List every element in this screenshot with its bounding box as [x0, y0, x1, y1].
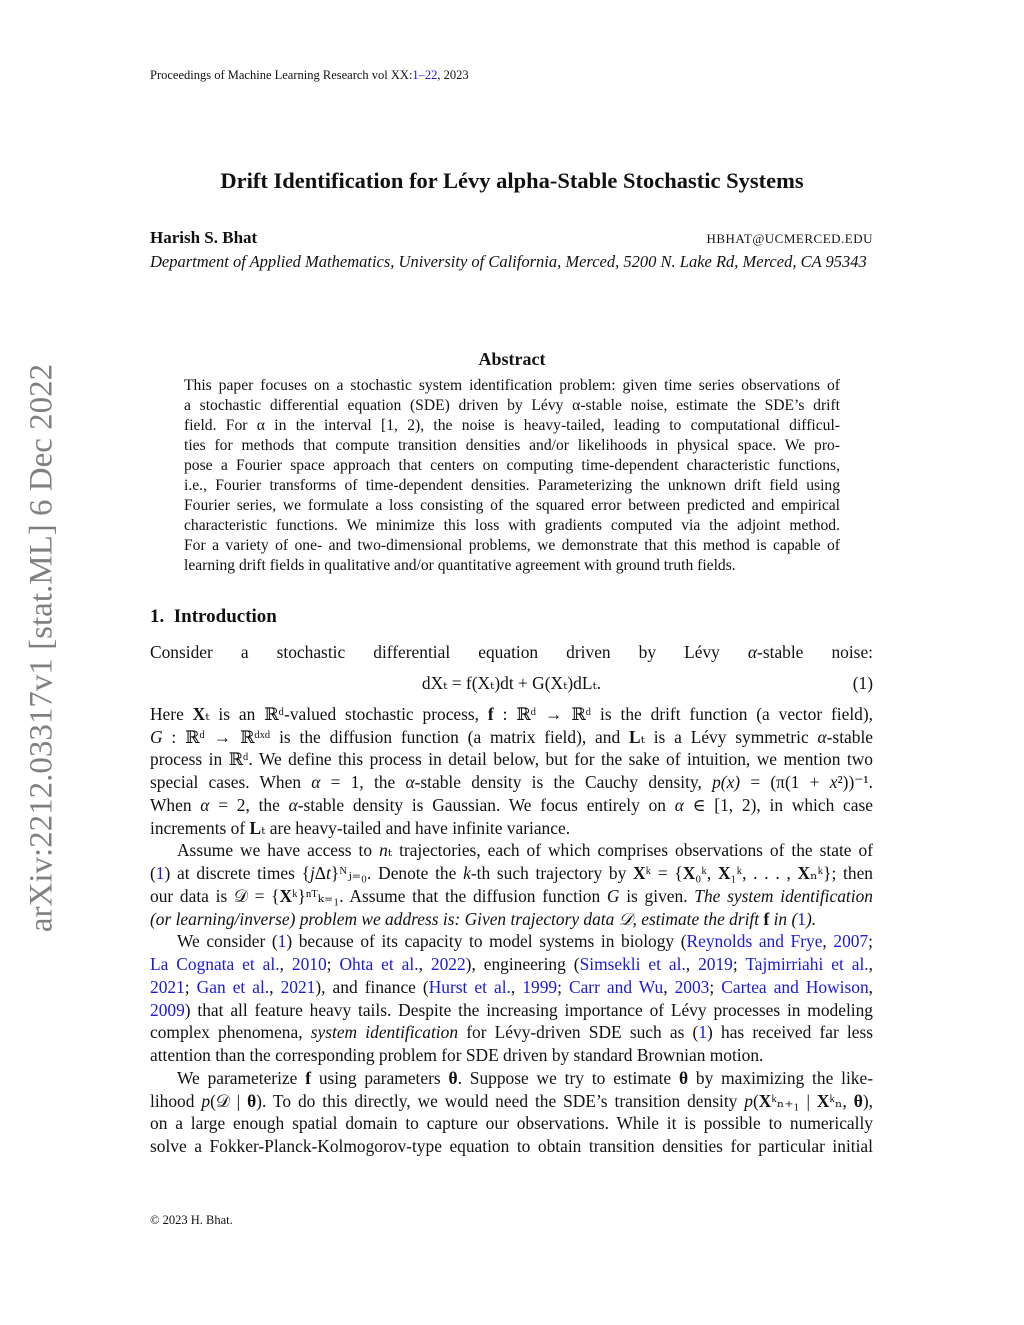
- text-span: ,: [510, 976, 523, 997]
- body-line: [150, 1067, 873, 1090]
- text-span: -stable density is Gaussian. We focus entirely on: [297, 794, 675, 815]
- text-span: x: [829, 772, 838, 792]
- body-line: [150, 1044, 873, 1067]
- text-span: k: [463, 863, 471, 883]
- body-line: [150, 1021, 873, 1044]
- citation-link[interactable]: Hurst et al.: [428, 976, 511, 997]
- body-line: [150, 999, 873, 1022]
- body-line: [150, 771, 873, 794]
- text-span: f: [763, 908, 770, 929]
- text-span: using parameters: [311, 1067, 449, 1088]
- text-span: α: [311, 772, 321, 792]
- abstract-line: For a variety of one- and two-dimensional problems, we demonstrate that this method is capable of: [184, 537, 840, 555]
- citation-link[interactable]: 1: [698, 1022, 708, 1043]
- page-range-link[interactable]: 1–22: [412, 68, 438, 82]
- body-line: [150, 885, 873, 908]
- citation-link[interactable]: 2021: [280, 976, 316, 997]
- text-span: p: [744, 1090, 753, 1111]
- text-span: ) that all feature heavy tails. Despite the increasing importance of Lévy processes in modeling: [184, 999, 873, 1020]
- text-span: ᵏ}ⁿᵀₖ₌₁. Assume that the diffusion function: [292, 885, 607, 906]
- author-affiliation: Department of Applied Mathematics, University of California, Merced, 5200 N. Lake Rd, Merced, CA 95343: [150, 252, 867, 271]
- citation-link[interactable]: 2010: [291, 954, 327, 974]
- text-span: = (π(1 +: [740, 772, 830, 792]
- text-span: Δ: [314, 863, 326, 883]
- body-line: [150, 817, 873, 840]
- text-span: ;: [868, 931, 873, 952]
- citation-link[interactable]: Tajmirriahi et al.: [745, 954, 869, 974]
- abstract-line: Fourier series, we formulate a loss consisting of the squared error between predicted and empirical: [184, 497, 840, 515]
- text-span: increments of: [150, 817, 250, 838]
- text-span: Consider a stochastic differential equation driven by Lévy: [150, 642, 748, 662]
- text-span: θ: [678, 1067, 689, 1088]
- abstract-line: i.e., Fourier transforms of time-dependent densities. Parameterizing the unknown drift field using: [184, 477, 840, 495]
- body-line: [150, 1112, 873, 1135]
- author-email: HBHAT@UCMERCED.EDU: [706, 231, 873, 246]
- text-span: θ: [247, 1090, 257, 1111]
- citation-link[interactable]: 1: [797, 908, 806, 929]
- citation-link[interactable]: Reynolds and Frye: [686, 931, 823, 952]
- text-span: ;: [709, 976, 722, 997]
- text-span: ), and finance (: [315, 976, 429, 997]
- abstract-line: characteristic functions. We minimize this loss with gradients computed via the adjoint method.: [184, 517, 840, 535]
- text-span: ,: [663, 976, 675, 997]
- text-span: ᵏ = {: [645, 863, 683, 883]
- text-span: p(x): [712, 772, 741, 792]
- citation-link[interactable]: 2021: [150, 976, 185, 997]
- text-span: X: [717, 863, 731, 883]
- text-span: ₜ are heavy-tailed and have infinite variance.: [261, 817, 571, 838]
- text-span: ₜ is a Lévy symmetric: [640, 726, 818, 747]
- text-span: f: [305, 1067, 311, 1088]
- text-span: Here: [150, 703, 193, 724]
- body-line: [150, 839, 873, 862]
- text-span: ₙᵏ}; then: [810, 863, 873, 883]
- citation-link[interactable]: Ohta et al.: [339, 954, 419, 974]
- citation-link[interactable]: 2019: [698, 954, 733, 974]
- text-span: system identification: [310, 1022, 459, 1043]
- text-span: X: [797, 863, 811, 883]
- text-span: (: [150, 863, 156, 883]
- text-span: ᵏₙ,: [829, 1090, 854, 1111]
- text-span: ;: [557, 976, 569, 997]
- text-span: X: [682, 863, 696, 883]
- text-span: ). To do this directly, we would need the SDE’s transition density: [256, 1090, 745, 1111]
- text-span: f: [487, 703, 494, 724]
- text-span: ∈ [1, 2), in which case: [683, 794, 873, 815]
- citation-link[interactable]: Carr and Wu: [568, 976, 664, 997]
- text-span: ᵏₙ₊₁ |: [771, 1090, 817, 1111]
- body-line: [150, 1090, 873, 1113]
- text-span: in (: [769, 908, 798, 929]
- text-span: -stable: [826, 726, 873, 747]
- citation-link[interactable]: 1: [277, 931, 287, 952]
- body-line: [150, 953, 873, 976]
- text-span: G: [150, 726, 163, 747]
- equation-1: [150, 664, 873, 703]
- text-span: for Lévy-driven SDE such as (: [458, 1022, 699, 1043]
- citation-link[interactable]: La Cognata et al.: [150, 954, 280, 974]
- text-span: X: [279, 885, 293, 906]
- body-text: [150, 641, 873, 1158]
- text-span: by maximizing the like-: [688, 1067, 873, 1088]
- citation-link[interactable]: Simsekli et al.: [579, 954, 686, 974]
- abstract-heading: Abstract: [478, 349, 546, 369]
- citation-link[interactable]: 1999: [522, 976, 558, 997]
- body-line: [150, 703, 873, 726]
- abstract-line: ties for methods that compute transition densities and/or likelihoods in physical space. We pro-: [184, 437, 840, 455]
- citation-link[interactable]: 1: [155, 863, 165, 883]
- text-span: -stable density is the Cauchy density,: [414, 772, 713, 792]
- text-span: ,: [269, 976, 281, 997]
- body-line: [150, 1135, 873, 1158]
- text-span: ,: [868, 954, 873, 974]
- body-line: [150, 641, 873, 664]
- abstract-line: learning drift fields in qualitative and/or quantitative agreement with ground truth fields.: [184, 557, 736, 575]
- section-title: Introduction: [173, 606, 277, 627]
- text-span: When: [150, 794, 201, 815]
- section-number: 1.: [150, 606, 165, 627]
- copyright-footer: © 2023 H. Bhat.: [150, 1213, 233, 1227]
- body-line: [150, 930, 873, 953]
- body-line: [150, 976, 873, 999]
- text-span: ²))⁻¹.: [837, 772, 873, 792]
- citation-link[interactable]: 2007: [833, 931, 869, 952]
- text-span: ), engineering (: [465, 954, 580, 974]
- text-span: ) because of its capacity to model systems in biology (: [286, 931, 687, 952]
- equation-number: (1): [852, 672, 873, 693]
- text-span: α: [817, 726, 827, 747]
- text-span: = 1, the: [320, 772, 406, 792]
- text-span: ₀ᵏ,: [695, 863, 718, 883]
- text-span: ,: [868, 976, 873, 997]
- text-span: ,: [279, 954, 292, 974]
- text-span: ,: [685, 954, 699, 974]
- text-span: special cases. When: [150, 772, 312, 792]
- citation-link[interactable]: 2022: [430, 954, 466, 974]
- text-span: p: [201, 1090, 211, 1111]
- citation-link[interactable]: 2009: [150, 999, 185, 1020]
- text-span: L: [249, 817, 262, 838]
- text-span: X: [758, 1090, 772, 1111]
- header-prefix: Proceedings of Machine Learning Research vol XX:: [150, 68, 413, 82]
- body-line: [150, 794, 873, 817]
- text-span: t: [325, 863, 331, 883]
- text-span: ;: [732, 954, 746, 974]
- text-span: X: [192, 703, 206, 724]
- text-span: ;: [184, 976, 197, 997]
- text-span: -th such trajectory by: [470, 863, 634, 883]
- text-span: complex phenomena,: [150, 1022, 311, 1043]
- text-span: ,: [822, 931, 834, 952]
- text-span: ),: [862, 1090, 873, 1111]
- body-line: [150, 862, 873, 885]
- text-span: (: [752, 1090, 759, 1111]
- text-span: ) at discrete times {: [164, 863, 310, 883]
- text-span: Assume we have access to: [177, 840, 380, 861]
- abstract-line: a stochastic differential equation (SDE) driven by Lévy α-stable noise, estimate the SDE’s drift: [184, 397, 840, 415]
- text-span: θ: [448, 1067, 458, 1088]
- text-span: X: [633, 863, 646, 883]
- text-span: α: [405, 772, 415, 792]
- text-span: We parameterize: [177, 1067, 306, 1088]
- body-line: [150, 748, 873, 771]
- text-span: ₁ᵏ, . . . ,: [730, 863, 798, 883]
- abstract-line: field. For α in the interval [1, 2), the noise is heavy-tailed, leading to computational difficul-: [184, 417, 840, 435]
- paper-title: Drift Identification for Lévy alpha-Stable Stochastic Systems: [220, 168, 804, 193]
- text-span: attention than the corresponding problem for SDE driven by standard Brownian motion.: [150, 1045, 764, 1065]
- citation-link[interactable]: Cartea and Howison: [721, 976, 869, 997]
- text-span: : ℝᵈ → ℝᵈ is the drift function (a vector field),: [493, 703, 873, 724]
- text-span: j: [309, 863, 315, 883]
- header-suffix: , 2023: [437, 68, 469, 82]
- arxiv-side-stamp: arXiv:2212.03317v1 [stat.ML] 6 Dec 2022: [23, 363, 60, 933]
- citation-link[interactable]: Gan et al.: [196, 976, 270, 997]
- text-span: L: [629, 726, 641, 747]
- text-span: solve a Fokker-Planck-Kolmogorov-type equation to obtain transition densities for particular initial: [150, 1136, 873, 1156]
- text-span: }ᴺⱼ₌₀. Denote the: [330, 863, 464, 883]
- text-span: . Suppose we try to estimate: [457, 1067, 679, 1088]
- text-span: G: [606, 885, 620, 906]
- text-span: n: [379, 840, 388, 861]
- text-span: on a large enough spatial domain to capture our observations. While it is possible to numerically: [150, 1113, 873, 1134]
- text-span: The system identification: [694, 885, 873, 906]
- body-line: [150, 726, 873, 749]
- citation-link[interactable]: 2003: [674, 976, 710, 997]
- text-span: ) has received far less: [707, 1022, 873, 1043]
- text-span: ;: [326, 954, 340, 974]
- text-span: ₜ trajectories, each of which comprises observations of the state of: [387, 840, 873, 861]
- text-span: We consider (: [177, 931, 278, 952]
- body-line: [150, 908, 873, 931]
- text-span: = 2, the: [209, 794, 289, 815]
- text-span: α: [200, 794, 210, 815]
- text-span: is given.: [619, 885, 695, 906]
- text-span: (or learning/inverse) problem we address is: Given trajectory data 𝒟, estimate the drift: [150, 908, 764, 929]
- text-span: (𝒟 |: [210, 1090, 248, 1111]
- abstract-body: [184, 376, 840, 576]
- text-span: ₜ is an ℝᵈ-valued stochastic process,: [205, 703, 488, 724]
- running-header: [150, 68, 469, 83]
- text-span: ,: [418, 954, 431, 974]
- text-span: process in ℝᵈ. We define this process in detail below, but for the sake of intuition, we mention two: [150, 749, 873, 770]
- equation-text: dXₜ = f(Xₜ)dt + G(Xₜ)dLₜ.: [421, 672, 602, 693]
- author-name: Harish S. Bhat: [150, 228, 258, 247]
- text-span: α: [288, 794, 298, 815]
- text-span: lihood: [150, 1090, 202, 1111]
- abstract-line: pose a Fourier space approach that centers on computing time-dependent characteristic functions,: [184, 457, 840, 475]
- text-span: : ℝᵈ → ℝᵈˣᵈ is the diffusion function (a matrix field), and: [162, 726, 629, 747]
- text-span: α: [674, 794, 684, 815]
- abstract-line: This paper focuses on a stochastic system identification problem: given time series observations of: [184, 377, 840, 394]
- text-span: ).: [805, 908, 817, 929]
- text-span: α: [747, 642, 758, 662]
- section-heading: [150, 606, 277, 628]
- text-span: -stable noise:: [757, 642, 873, 662]
- text-span: our data is 𝒟 = {: [150, 885, 280, 906]
- text-span: X: [816, 1090, 830, 1111]
- text-span: θ: [853, 1090, 863, 1111]
